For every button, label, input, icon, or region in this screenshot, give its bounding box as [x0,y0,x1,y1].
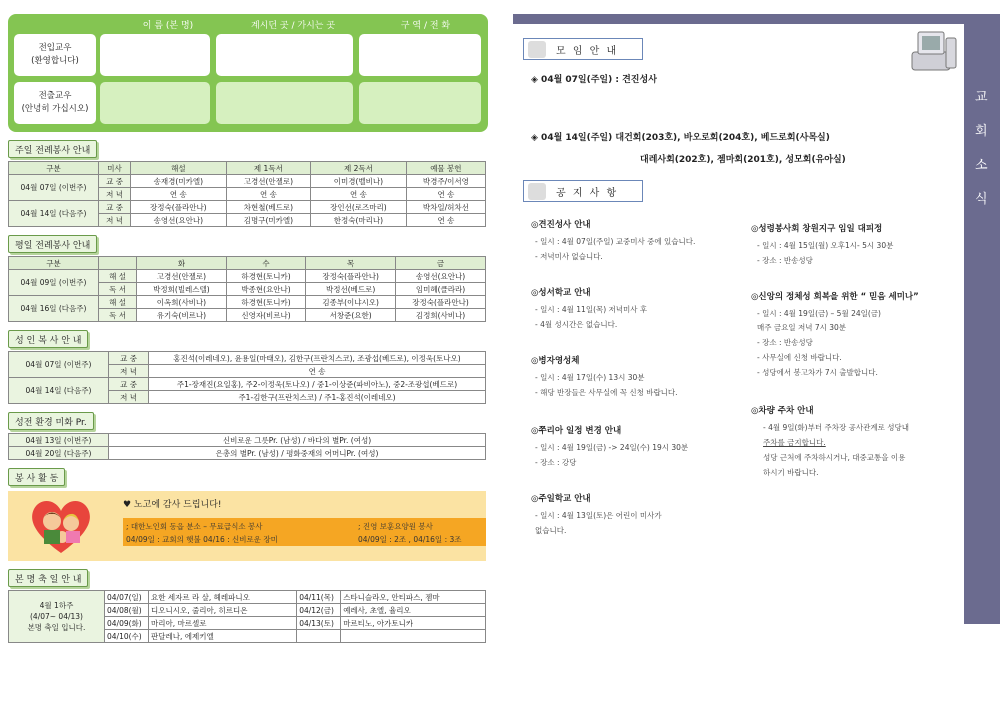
notice-line: - 일시 : 4월 19일(금) -> 24일(수) 19시 30분 [535,443,689,452]
thanks-text: ♥ 노고에 감사 드립니다! [123,500,222,510]
notice-line: - 일시 : 4월 11일(목) 저녁미사 후 [535,305,648,314]
env-title: 성전 환경 미화 Pr. [8,412,94,430]
table-row: 04/09(화) 마리아, 마르셀로 04/13(토) 마르티노, 아가토니카 [9,617,486,630]
right-page [513,14,1000,694]
side-title-char: 교 [975,90,988,105]
table-row: 04/08(월) 디오니시오, 줄리아, 히르디온 04/12(금) 예레사, 초엘, 율리오 [9,604,486,617]
feast-table [8,590,486,643]
meeting-line-2: ◈ 04월 14일(주일) 대건회(203호), 바오로회(204호), 베드로회(사목실) [531,133,830,143]
sunday-table: 구분 미사 해설 제 1독서 제 2독서 예물 봉헌 04월 07일 (이번주) 교 중 송재경(미카엘) 고경선(안젤로) 이미경(벨비나) 박경주/이서영 저 녁 연 송 연 송 연 송 연 송 04월 14일 (다음주) 교 중 장정숙(플라안나) 차현철(베드로) 장인선(로즈마리) 박차일/허차선 저 녁 송영선(요안나) 김명구(미카엘) 한정숙(마리나) 연 송 [8,161,486,227]
notice-line: - 4월 9일(화)부터 주차장 공사관계로 성당내 [763,423,909,432]
notice-line: - 일시 : 4월 15일(월) 오후1시- 5시 30분 [757,241,894,250]
notice-line: - 사무실에 신청 바랍니다. [757,353,842,362]
transfer-header-zone: 구 역 / 전 화 [400,21,451,31]
notice-line: - 일시 : 4월 19일(금) – 5월 24일(금) [757,309,881,318]
notice-line: - 해당 반장들은 사무실에 꼭 신청 바랍니다. [535,388,678,397]
table-row: 04월 14일 (다음주) 교 중 주1-장재진(요일홍), 주2-이정욱(토나오) / 중1-이상준(파비아노), 중2-조광섭(베드로) [9,378,486,391]
table-row: 04월 07일 (이번주) 교 중 홍진석(이레네오), 윤용일(마태오), 김한구(프란치스코), 조광섭(베드로), 이정욱(토나오) [9,352,486,365]
weekday-table: 구분 화 수 목 금 04월 09일 (이번주) 해 설 고경선(안젤로) 하경현(토니카) 장정숙(플라안나) 송영선(요안나) 독 서 박정희(빌레스텔) 박종현(요안나) 박정선(베드로) 임미혜(클라라) 04월 16일 (다음주) 해 설 이옥희(사비나) 하경현(토니카) 김종부(이냐시오) 장정숙(플라안나) 독 서 유기숙(비르나) 신영자(비르나) 서창준(요한) 김정희(사비나) [8,256,486,322]
table-row: 4월 1하주 (4/07~ 04/13) 본명 축일 입니다. 04/07(일) 요한 세자르 라 살, 헤레파니오 04/11(목) 스타니슬라오, 안티파스, 젬마 [9,591,486,604]
notice-line: - 저녁미사 없습니다. [535,252,603,261]
table-row: 독 서 유기숙(비르나) 신영자(비르나) 서창준(요한) 김정희(사비나) [9,309,486,322]
notice-line: - 장소 : 반송성당 [757,256,813,265]
table-row: 04월 09일 (이번주) 해 설 고경선(안젤로) 하경현(토니카) 장정숙(플라안나) 송영선(요안나) [9,270,486,283]
notice-line: 주차를 금지합니다. [763,438,826,447]
family-cartoon-icon [26,493,96,557]
side-title-char: 회 [975,124,988,139]
notice-line: 성당 근처에 주차하시거나, 대중교통을 이용 [763,453,906,462]
pope-photo-icon [528,41,546,58]
feast-title: 본 명 축 일 안 내 [8,569,88,587]
adult-table [8,351,486,404]
table-row: 저 녁 연 송 [9,365,486,378]
transfer-out-name[interactable] [100,82,210,124]
side-bar [964,14,1000,624]
table-row: 04/10(수) 판달레나, 에제키엘 [9,630,486,643]
notice-line: - 4월 성시간은 없습니다. [535,320,618,329]
side-title-char: 식 [975,192,988,207]
transfer-in-label: 전입교우 (환영합니다) [14,34,96,76]
notice-line: - 성당에서 봉고차가 7시 출발합니다. [757,368,878,377]
notice-retreat: ◎성령봉사회 창원지구 임일 대피정 [751,224,883,234]
notice-line: - 장소 : 강당 [535,458,577,467]
notice-line: - 일시 : 4월 07일(주일) 교중미사 중에 있습니다. [535,237,696,246]
top-bar [513,14,1000,24]
service-senior-dates: 04/09일 : 교회의 햇불 04/16 : 신비로운 장미 [126,535,278,544]
transfer-in-name[interactable] [100,34,210,76]
notice-bible-school: ◎성서학교 안내 [531,288,591,298]
transfer-in-place[interactable] [216,34,353,76]
sunday-title: 주일 전례봉사 안내 [8,140,97,158]
env-table [8,433,486,460]
notice-sick-communion: ◎병자영성체 [531,356,580,366]
notice-line: - 일시 : 4월 17일(수) 13시 30분 [535,373,645,382]
table-row: 독 서 박정희(빌레스텔) 박종현(요안나) 박정선(베드로) 임미혜(클라라) [9,283,486,296]
transfer-out-place[interactable] [216,82,353,124]
notice-line: 없습니다. [535,526,567,535]
side-title-char: 소 [975,158,988,173]
transfer-in-zone[interactable] [359,34,481,76]
weekday-title: 평일 전례봉사 안내 [8,235,97,253]
notice-line: 매주 금요일 저녁 7시 30분 [757,323,847,332]
table-row: 저 녁 연 송 연 송 연 송 연 송 [9,188,486,201]
service-senior: ; 대한노인회 동읍 분소 – 무료급식소 봉사 [126,522,263,531]
notice-faith-seminar: ◎신앙의 정체성 회복을 위한 “ 믿음 세미나” [751,292,919,302]
service-box [8,491,486,561]
transfer-header-place: 계시던 곳 / 가시는 곳 [250,21,336,31]
meeting-title-pill: 모 임 안 내 [523,38,643,60]
adult-title: 성 인 복 사 안 내 [8,330,88,348]
meeting-line-3: 대레사회(202호), 젬마회(201호), 성모회(유아실) [640,155,846,165]
notice-curia: ◎쭈리아 일정 변경 안내 [531,426,622,436]
table-row: 04월 13일 (이번주) 신비로운 그릇Pr. (남성) / 바다의 별Pr. (여성) [9,434,486,447]
table-row: 04월 20일 (다음주) 은총의 별Pr. (남성) / 평화중재의 어머니Pr. (여성) [9,447,486,460]
table-row: 04월 14일 (다음주) 교 중 장정숙(플라안나) 차현철(베드로) 장인선(로즈마리) 박차일/허차선 [9,201,486,214]
notice-line: - 장소 : 반송성당 [757,338,813,347]
notice-sunday-school: ◎주일학교 안내 [531,494,591,504]
pope-photo-icon [528,183,546,200]
service-nursing-dates: 04/09일 : 2조 , 04/16일 : 3조 [358,535,462,544]
table-row: 저 녁 주1-김한구(프란치스코) / 주1-홍진석(이레네오) [9,391,486,404]
transfer-out-label: 전출교우 (안녕히 가십시오) [14,82,96,124]
table-row: 04월 07일 (이번주) 교 중 송재경(미카엘) 고경선(안젤로) 이미경(벨비나) 박경주/이서영 [9,175,486,188]
transfer-header-name: 이 름 (본 명) [142,21,194,31]
transfer-table [8,14,488,132]
table-row: 04월 16일 (다음주) 해 설 이옥희(사비나) 하경현(토니카) 김종부(이냐시오) 장정숙(플라안나) [9,296,486,309]
service-title: 봉 사 활 동 [8,468,65,486]
notice-confirmation: ◎견진성사 안내 [531,220,591,230]
notice-title-pill: 공 지 사 항 [523,180,643,202]
notice-parking: ◎차량 주차 안내 [751,406,814,416]
table-row: 저 녁 송영선(요안나) 김명구(미카엘) 한정숙(마리나) 연 송 [9,214,486,227]
computer-icon [908,28,958,76]
notice-line: 하시기 바랍니다. [763,468,819,477]
meeting-line-1: ◈ 04월 07일(주일) : 견진성사 [531,75,657,85]
left-page [8,14,490,643]
service-nursing: ; 진영 보훈요양원 봉사 [358,522,433,531]
notice-line: - 일시 : 4월 13일(토)은 어린이 미사가 [535,511,662,520]
transfer-out-zone[interactable] [359,82,481,124]
